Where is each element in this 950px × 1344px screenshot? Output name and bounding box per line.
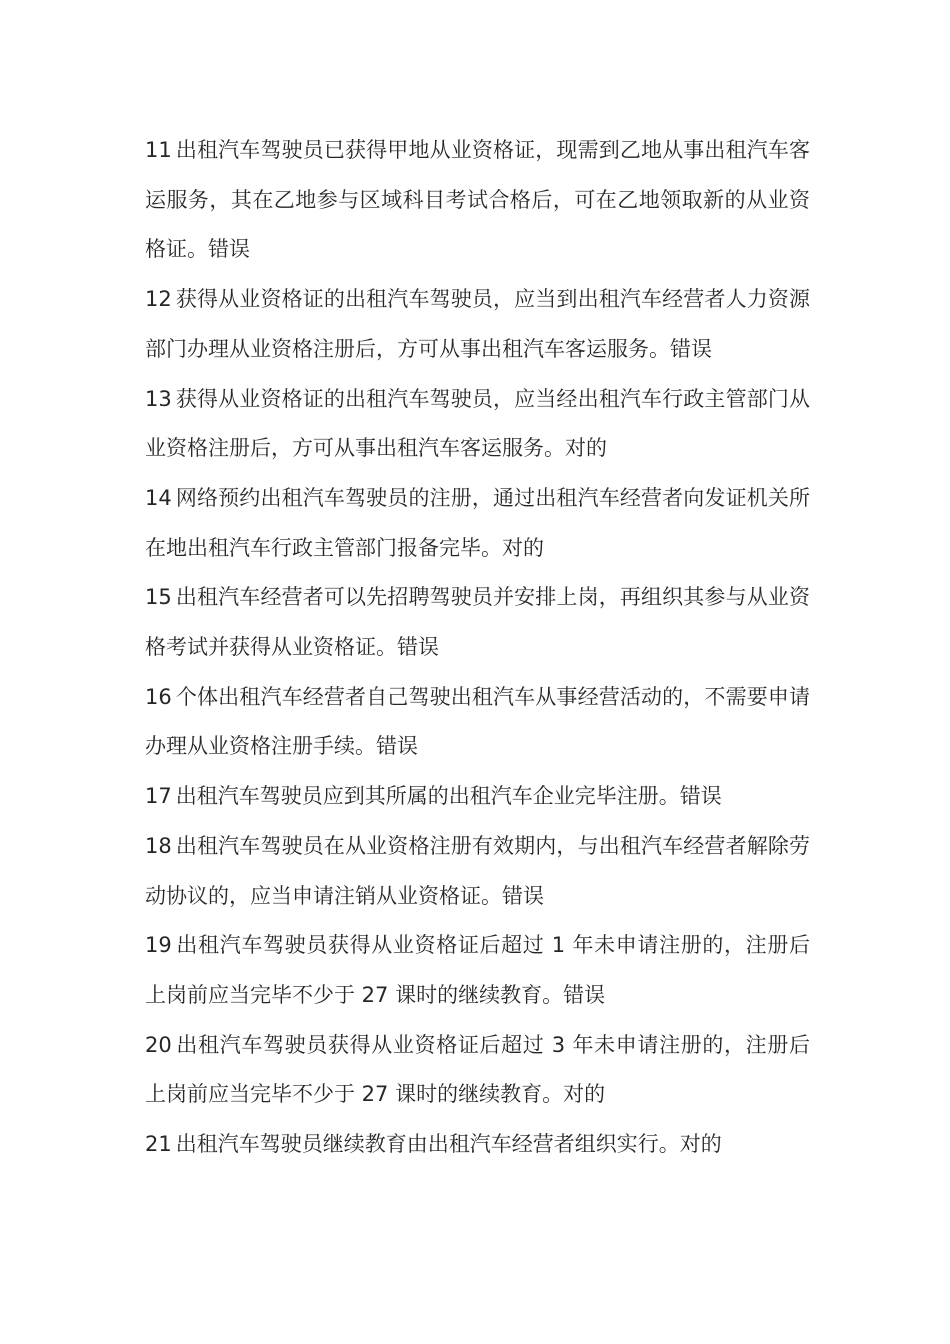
question-text: 个体出租汽车经营者自己驾驶出租汽车从事经营活动的，不需要申请办理从业资格注册手续。 [145,684,810,759]
question-text: 获得从业资格证的出租汽车驾驶员，应当经出租汽车行政主管部门从业资格注册后，方可从事出租汽车客运服务。 [145,386,810,461]
question-number: 19 [145,933,172,958]
question-answer: 错误 [397,635,439,660]
question-item-20 [145,1021,810,1120]
question-answer: 对的 [565,436,607,461]
question-text: 出租汽车驾驶员获得从业资格证后超过 3 年未申请注册的，注册后上岗前应当完毕不少于 27 课时的继续教育。 [145,1032,810,1107]
question-number: 17 [145,784,172,809]
question-item-12 [145,275,810,374]
question-number: 20 [145,1032,172,1057]
question-answer: 错误 [376,734,418,759]
question-answer: 错误 [208,237,250,262]
question-number: 11 [145,138,172,162]
question-number: 18 [145,833,172,858]
question-number: 12 [145,287,172,312]
question-text: 网络预约出租汽车驾驶员的注册，通过出租汽车经营者向发证机关所在地出租汽车行政主管部门报备完毕。 [145,485,810,560]
question-number: 14 [145,485,172,510]
question-item-17 [145,772,810,822]
question-answer: 错误 [563,982,606,1007]
question-number: 13 [145,386,172,411]
document-page [145,126,810,1170]
question-item-14 [145,474,810,573]
question-answer: 对的 [679,1132,722,1157]
question-answer: 错误 [670,336,712,361]
question-item-19 [145,921,810,1020]
question-item-15 [145,573,810,672]
question-number: 21 [145,1132,172,1157]
question-item-11 [145,126,810,275]
question-answer: 对的 [563,1082,606,1107]
question-item-16 [145,673,810,772]
question-text: 出租汽车经营者可以先招聘驾驶员并安排上岗，再组织其参与从业资格考试并获得从业资格证。 [145,585,810,660]
question-item-18 [145,822,810,921]
question-item-13 [145,375,810,474]
question-text: 出租汽车驾驶员获得从业资格证后超过 1 年未申请注册的，注册后上岗前应当完毕不少于 27 课时的继续教育。 [145,933,810,1007]
question-text: 出租汽车驾驶员继续教育由出租汽车经营者组织实行。 [175,1132,680,1157]
question-answer: 错误 [679,784,722,809]
question-text: 出租汽车驾驶员已获得甲地从业资格证，现需到乙地从事出租汽车客运服务，其在乙地参与区域科目考试合格后，可在乙地领取新的从业资格证。 [145,138,810,262]
question-number: 16 [145,684,172,709]
question-text: 出租汽车驾驶员在从业资格注册有效期内，与出租汽车经营者解除劳动协议的，应当申请注销从业资格证。 [145,833,810,908]
question-answer: 错误 [502,883,544,908]
question-answer: 对的 [502,535,544,560]
question-text: 出租汽车驾驶员应到其所属的出租汽车企业完毕注册。 [175,784,680,809]
question-text: 获得从业资格证的出租汽车驾驶员，应当到出租汽车经营者人力资源部门办理从业资格注册后，方可从事出租汽车客运服务。 [145,287,810,361]
question-number: 15 [145,585,172,610]
question-item-21 [145,1120,810,1170]
